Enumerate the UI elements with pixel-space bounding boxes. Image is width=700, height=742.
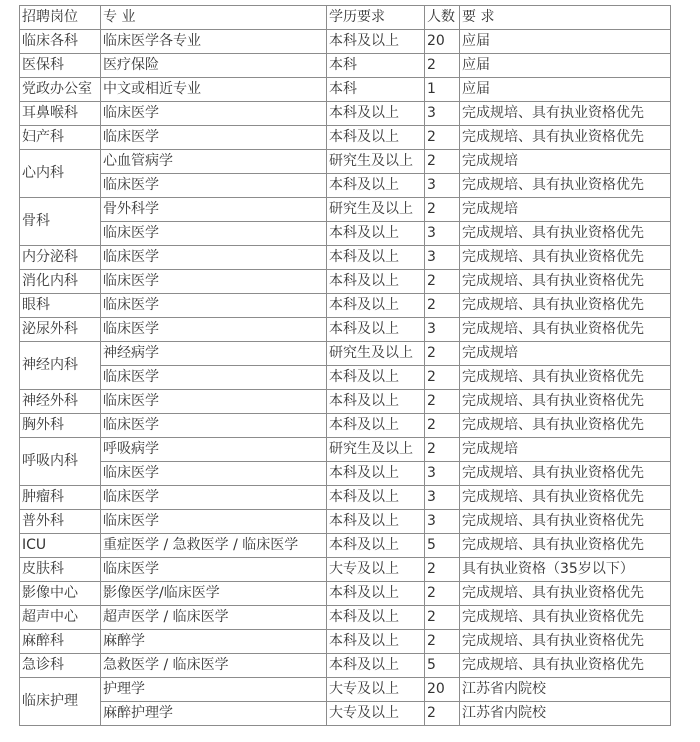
position-cell: 泌尿外科 bbox=[20, 318, 101, 342]
headcount-cell: 5 bbox=[425, 534, 460, 558]
header-cell-major: 专 业 bbox=[101, 6, 327, 30]
headcount-cell: 3 bbox=[425, 174, 460, 198]
header-cell-requirement: 要 求 bbox=[460, 6, 671, 30]
requirement-cell: 完成规培、具有执业资格优先 bbox=[460, 414, 671, 438]
major-cell: 超声医学 / 临床医学 bbox=[101, 606, 327, 630]
table-row bbox=[20, 702, 671, 726]
position-cell: 临床护理 bbox=[20, 678, 101, 726]
table-row bbox=[20, 294, 671, 318]
requirement-cell: 江苏省内院校 bbox=[460, 678, 671, 702]
table-row bbox=[20, 150, 671, 174]
headcount-cell: 3 bbox=[425, 462, 460, 486]
headcount-cell: 3 bbox=[425, 486, 460, 510]
position-cell: 皮肤科 bbox=[20, 558, 101, 582]
headcount-cell: 3 bbox=[425, 246, 460, 270]
table-row bbox=[20, 582, 671, 606]
position-cell: 胸外科 bbox=[20, 414, 101, 438]
recruitment-table bbox=[19, 5, 671, 726]
major-cell: 临床医学 bbox=[101, 510, 327, 534]
table-row bbox=[20, 246, 671, 270]
requirement-cell: 完成规培、具有执业资格优先 bbox=[460, 582, 671, 606]
header-cell-position: 招聘岗位 bbox=[20, 6, 101, 30]
requirement-cell: 完成规培、具有执业资格优先 bbox=[460, 222, 671, 246]
requirement-cell: 具有执业资格（35岁以下） bbox=[460, 558, 671, 582]
education-cell: 本科 bbox=[327, 78, 425, 102]
headcount-cell: 2 bbox=[425, 126, 460, 150]
position-cell: 耳鼻喉科 bbox=[20, 102, 101, 126]
education-cell: 研究生及以上 bbox=[327, 342, 425, 366]
table-row bbox=[20, 414, 671, 438]
requirement-cell: 完成规培、具有执业资格优先 bbox=[460, 606, 671, 630]
education-cell: 本科及以上 bbox=[327, 174, 425, 198]
table-row bbox=[20, 78, 671, 102]
table-row bbox=[20, 630, 671, 654]
education-cell: 本科及以上 bbox=[327, 102, 425, 126]
recruitment-table-body bbox=[20, 6, 671, 726]
position-cell: 急诊科 bbox=[20, 654, 101, 678]
requirement-cell: 完成规培、具有执业资格优先 bbox=[460, 366, 671, 390]
headcount-cell: 2 bbox=[425, 390, 460, 414]
headcount-cell: 1 bbox=[425, 78, 460, 102]
major-cell: 临床医学 bbox=[101, 222, 327, 246]
major-cell: 临床医学 bbox=[101, 126, 327, 150]
headcount-cell: 3 bbox=[425, 318, 460, 342]
requirement-cell: 完成规培、具有执业资格优先 bbox=[460, 630, 671, 654]
position-cell: 妇产科 bbox=[20, 126, 101, 150]
major-cell: 中文或相近专业 bbox=[101, 78, 327, 102]
requirement-cell: 完成规培、具有执业资格优先 bbox=[460, 462, 671, 486]
headcount-cell: 2 bbox=[425, 366, 460, 390]
education-cell: 研究生及以上 bbox=[327, 438, 425, 462]
headcount-cell: 2 bbox=[425, 582, 460, 606]
table-row bbox=[20, 534, 671, 558]
major-cell: 骨外科学 bbox=[101, 198, 327, 222]
table-row bbox=[20, 222, 671, 246]
education-cell: 本科及以上 bbox=[327, 390, 425, 414]
requirement-cell: 完成规培、具有执业资格优先 bbox=[460, 126, 671, 150]
requirement-cell: 完成规培、具有执业资格优先 bbox=[460, 294, 671, 318]
major-cell: 麻醉学 bbox=[101, 630, 327, 654]
headcount-cell: 2 bbox=[425, 150, 460, 174]
position-cell: 临床各科 bbox=[20, 30, 101, 54]
major-cell: 麻醉护理学 bbox=[101, 702, 327, 726]
major-cell: 临床医学 bbox=[101, 270, 327, 294]
requirement-cell: 应届 bbox=[460, 54, 671, 78]
position-cell: 影像中心 bbox=[20, 582, 101, 606]
requirement-cell: 完成规培、具有执业资格优先 bbox=[460, 534, 671, 558]
requirement-cell: 完成规培 bbox=[460, 150, 671, 174]
headcount-cell: 2 bbox=[425, 630, 460, 654]
table-row bbox=[20, 486, 671, 510]
major-cell: 重症医学 / 急救医学 / 临床医学 bbox=[101, 534, 327, 558]
education-cell: 研究生及以上 bbox=[327, 198, 425, 222]
position-cell: 麻醉科 bbox=[20, 630, 101, 654]
major-cell: 医疗保险 bbox=[101, 54, 327, 78]
major-cell: 临床医学 bbox=[101, 558, 327, 582]
position-cell: 眼科 bbox=[20, 294, 101, 318]
table-row bbox=[20, 174, 671, 198]
header-cell-headcount: 人数 bbox=[425, 6, 460, 30]
education-cell: 本科及以上 bbox=[327, 606, 425, 630]
table-row bbox=[20, 438, 671, 462]
headcount-cell: 20 bbox=[425, 678, 460, 702]
position-cell: 内分泌科 bbox=[20, 246, 101, 270]
education-cell: 本科及以上 bbox=[327, 462, 425, 486]
table-row bbox=[20, 102, 671, 126]
requirement-cell: 完成规培、具有执业资格优先 bbox=[460, 654, 671, 678]
table-row bbox=[20, 510, 671, 534]
headcount-cell: 2 bbox=[425, 54, 460, 78]
headcount-cell: 2 bbox=[425, 702, 460, 726]
education-cell: 本科及以上 bbox=[327, 414, 425, 438]
education-cell: 大专及以上 bbox=[327, 702, 425, 726]
education-cell: 本科及以上 bbox=[327, 294, 425, 318]
education-cell: 本科及以上 bbox=[327, 630, 425, 654]
table-row bbox=[20, 342, 671, 366]
table-row bbox=[20, 366, 671, 390]
major-cell: 临床医学 bbox=[101, 366, 327, 390]
education-cell: 本科及以上 bbox=[327, 510, 425, 534]
education-cell: 研究生及以上 bbox=[327, 150, 425, 174]
major-cell: 临床医学 bbox=[101, 294, 327, 318]
education-cell: 本科及以上 bbox=[327, 270, 425, 294]
header-cell-education: 学历要求 bbox=[327, 6, 425, 30]
education-cell: 本科及以上 bbox=[327, 582, 425, 606]
position-cell: 消化内科 bbox=[20, 270, 101, 294]
position-cell: ICU bbox=[20, 534, 101, 558]
position-cell: 肿瘤科 bbox=[20, 486, 101, 510]
table-row bbox=[20, 318, 671, 342]
requirement-cell: 完成规培、具有执业资格优先 bbox=[460, 510, 671, 534]
major-cell: 影像医学/临床医学 bbox=[101, 582, 327, 606]
education-cell: 本科及以上 bbox=[327, 30, 425, 54]
major-cell: 临床医学 bbox=[101, 246, 327, 270]
requirement-cell: 应届 bbox=[460, 30, 671, 54]
requirement-cell: 完成规培、具有执业资格优先 bbox=[460, 102, 671, 126]
headcount-cell: 2 bbox=[425, 606, 460, 630]
education-cell: 本科 bbox=[327, 54, 425, 78]
table-row bbox=[20, 126, 671, 150]
major-cell: 呼吸病学 bbox=[101, 438, 327, 462]
education-cell: 本科及以上 bbox=[327, 534, 425, 558]
headcount-cell: 3 bbox=[425, 102, 460, 126]
position-cell: 普外科 bbox=[20, 510, 101, 534]
table-row bbox=[20, 462, 671, 486]
education-cell: 大专及以上 bbox=[327, 558, 425, 582]
requirement-cell: 完成规培、具有执业资格优先 bbox=[460, 486, 671, 510]
table-row bbox=[20, 654, 671, 678]
major-cell: 临床医学 bbox=[101, 462, 327, 486]
table-row bbox=[20, 558, 671, 582]
position-cell: 党政办公室 bbox=[20, 78, 101, 102]
major-cell: 临床医学 bbox=[101, 102, 327, 126]
requirement-cell: 完成规培、具有执业资格优先 bbox=[460, 174, 671, 198]
education-cell: 本科及以上 bbox=[327, 486, 425, 510]
major-cell: 临床医学 bbox=[101, 414, 327, 438]
table-row bbox=[20, 606, 671, 630]
position-cell: 心内科 bbox=[20, 150, 101, 198]
education-cell: 本科及以上 bbox=[327, 366, 425, 390]
table-row bbox=[20, 30, 671, 54]
position-cell: 呼吸内科 bbox=[20, 438, 101, 486]
education-cell: 本科及以上 bbox=[327, 222, 425, 246]
headcount-cell: 2 bbox=[425, 198, 460, 222]
major-cell: 临床医学 bbox=[101, 486, 327, 510]
major-cell: 神经病学 bbox=[101, 342, 327, 366]
position-cell: 骨科 bbox=[20, 198, 101, 246]
major-cell: 临床医学各专业 bbox=[101, 30, 327, 54]
major-cell: 临床医学 bbox=[101, 174, 327, 198]
requirement-cell: 应届 bbox=[460, 78, 671, 102]
education-cell: 本科及以上 bbox=[327, 318, 425, 342]
table-row bbox=[20, 270, 671, 294]
headcount-cell: 2 bbox=[425, 558, 460, 582]
position-cell: 神经内科 bbox=[20, 342, 101, 390]
headcount-cell: 3 bbox=[425, 510, 460, 534]
table-row bbox=[20, 54, 671, 78]
requirement-cell: 完成规培 bbox=[460, 438, 671, 462]
headcount-cell: 2 bbox=[425, 270, 460, 294]
headcount-cell: 2 bbox=[425, 438, 460, 462]
table-row bbox=[20, 198, 671, 222]
education-cell: 本科及以上 bbox=[327, 246, 425, 270]
major-cell: 急救医学 / 临床医学 bbox=[101, 654, 327, 678]
position-cell: 超声中心 bbox=[20, 606, 101, 630]
education-cell: 本科及以上 bbox=[327, 654, 425, 678]
requirement-cell: 完成规培、具有执业资格优先 bbox=[460, 270, 671, 294]
header-row bbox=[20, 6, 671, 30]
requirement-cell: 江苏省内院校 bbox=[460, 702, 671, 726]
headcount-cell: 2 bbox=[425, 294, 460, 318]
headcount-cell: 2 bbox=[425, 342, 460, 366]
major-cell: 临床医学 bbox=[101, 318, 327, 342]
position-cell: 医保科 bbox=[20, 54, 101, 78]
headcount-cell: 5 bbox=[425, 654, 460, 678]
position-cell: 神经外科 bbox=[20, 390, 101, 414]
headcount-cell: 20 bbox=[425, 30, 460, 54]
major-cell: 临床医学 bbox=[101, 390, 327, 414]
table-row bbox=[20, 678, 671, 702]
major-cell: 心血管病学 bbox=[101, 150, 327, 174]
requirement-cell: 完成规培、具有执业资格优先 bbox=[460, 318, 671, 342]
headcount-cell: 2 bbox=[425, 414, 460, 438]
major-cell: 护理学 bbox=[101, 678, 327, 702]
table-row bbox=[20, 390, 671, 414]
education-cell: 大专及以上 bbox=[327, 678, 425, 702]
requirement-cell: 完成规培、具有执业资格优先 bbox=[460, 390, 671, 414]
education-cell: 本科及以上 bbox=[327, 126, 425, 150]
requirement-cell: 完成规培 bbox=[460, 198, 671, 222]
headcount-cell: 3 bbox=[425, 222, 460, 246]
requirement-cell: 完成规培、具有执业资格优先 bbox=[460, 246, 671, 270]
requirement-cell: 完成规培 bbox=[460, 342, 671, 366]
